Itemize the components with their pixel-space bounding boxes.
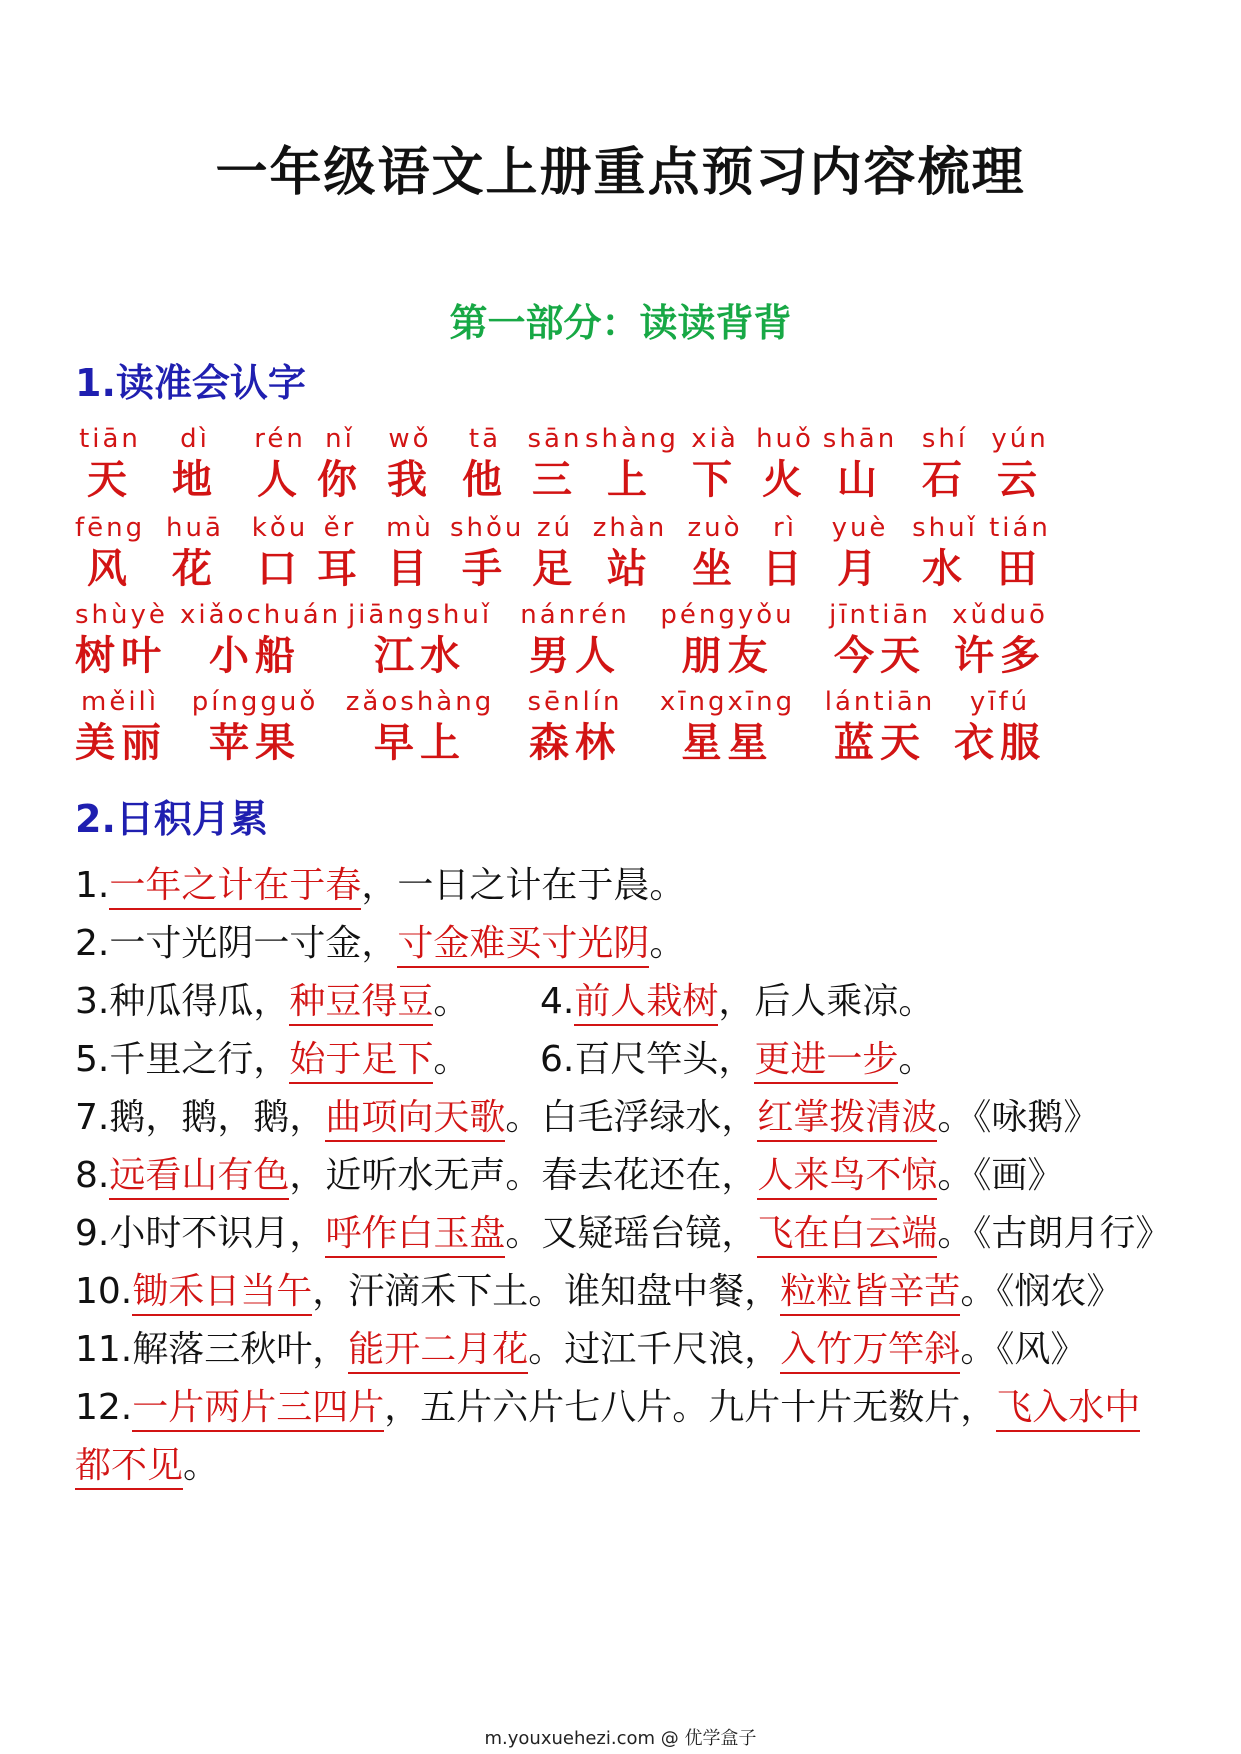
line-text: ，五片六片七八片。九片十片无数片， [384, 1387, 997, 1428]
char-item [375, 424, 445, 506]
pinyin: lántiān [824, 687, 936, 717]
hanzi: 他 [462, 457, 508, 503]
hanzi: 星星 [681, 720, 774, 766]
char-item [450, 424, 520, 506]
hanzi: 森林 [529, 720, 621, 766]
hanzi: 口 [257, 546, 303, 592]
char-item [75, 687, 165, 769]
line-text: 。白毛浮绿水， [505, 1097, 758, 1138]
char-item [940, 600, 1060, 682]
pinyin: fēng [75, 513, 146, 543]
poem-line [540, 978, 934, 1026]
char-row [75, 513, 1175, 603]
pinyin: tián [989, 513, 1051, 543]
line-text: 。又疑瑶台镜， [505, 1213, 758, 1254]
char-item [520, 513, 590, 595]
hanzi: 风 [87, 546, 133, 592]
pinyin: shǒu [450, 513, 525, 543]
char-item [750, 513, 820, 595]
char-item [160, 513, 230, 595]
highlight-text: 都不见 [75, 1445, 183, 1490]
char-item [515, 600, 635, 682]
char-row [75, 687, 1175, 777]
line-text: 。 [649, 923, 686, 964]
hanzi: 月 [837, 546, 883, 592]
highlight-text: 远看山有色 [109, 1155, 289, 1200]
line-text: 。《风》 [960, 1329, 1087, 1370]
char-item [680, 513, 750, 595]
char-item [750, 424, 820, 506]
pinyin: sān [527, 424, 583, 454]
pinyin: xià [691, 424, 739, 454]
pinyin: shùyè [75, 600, 168, 630]
highlight-text: 人来鸟不惊 [757, 1155, 937, 1200]
hanzi: 美丽 [75, 720, 167, 766]
poem-line [75, 1210, 1171, 1258]
hanzi: 蓝天 [834, 720, 926, 766]
hanzi: 许多 [954, 633, 1046, 679]
highlight-text: 前人栽树 [574, 981, 718, 1026]
hanzi: 人 [257, 457, 303, 503]
poem-line [75, 978, 469, 1026]
hanzi: 手 [462, 546, 508, 592]
pinyin: xiǎochuán [180, 600, 342, 630]
char-item [245, 424, 315, 506]
pinyin: zǎoshàng [345, 687, 495, 717]
line-text: 4. [540, 981, 575, 1022]
highlight-text: 粒粒皆辛苦 [780, 1271, 960, 1316]
highlight-text: 锄禾日当午 [132, 1271, 312, 1316]
pinyin: měilì [81, 687, 159, 717]
hanzi: 小船 [209, 633, 301, 679]
pinyin: ěr [323, 513, 357, 543]
line-text: ，一日之计在于晨。 [361, 865, 686, 906]
hanzi: 坐 [692, 546, 738, 592]
line-text: ，汗滴禾下土。谁知盘中餐， [312, 1271, 781, 1312]
pinyin: shuǐ [912, 513, 978, 543]
hanzi: 上 [607, 457, 653, 503]
char-item [680, 424, 750, 506]
highlight-text: 寸金难买寸光阴 [397, 923, 649, 968]
char-item [820, 513, 900, 595]
pinyin: shí [921, 424, 969, 454]
line-text: ，后人乘凉。 [718, 981, 935, 1022]
char-item [985, 424, 1055, 506]
hanzi: 天 [87, 457, 133, 503]
highlight-text: 飞在白云端 [757, 1213, 937, 1258]
line-text: 9.小时不识月， [75, 1213, 326, 1254]
hanzi: 三 [532, 457, 578, 503]
poem-line [75, 1442, 219, 1490]
hanzi: 日 [762, 546, 808, 592]
pinyin: huā [166, 513, 224, 543]
hanzi: 树叶 [75, 633, 167, 679]
hanzi: 水 [922, 546, 968, 592]
pinyin: rén [254, 424, 306, 454]
char-item [940, 687, 1060, 769]
pinyin: xīngxīng [659, 687, 796, 717]
line-text: 。《古朗月行》 [937, 1213, 1172, 1254]
char-item [245, 513, 315, 595]
char-item [75, 424, 145, 506]
line-text: 3.种瓜得瓜， [75, 981, 290, 1022]
char-item [585, 513, 675, 595]
hanzi: 足 [532, 546, 578, 592]
poem-line [75, 1094, 1099, 1142]
pinyin: nánrén [520, 600, 630, 630]
hanzi: 火 [762, 457, 808, 503]
highlight-text: 红掌拨清波 [757, 1097, 937, 1142]
pinyin: jiāngshuǐ [347, 600, 493, 630]
hanzi: 衣服 [954, 720, 1046, 766]
poem-line [75, 1326, 1086, 1374]
char-item [910, 424, 980, 506]
highlight-text: 入竹万竿斜 [780, 1329, 960, 1374]
line-text: 。 [433, 981, 470, 1022]
pinyin: huǒ [756, 424, 814, 454]
char-item [585, 424, 679, 506]
section-title-chars: 1.读准会认字 [75, 361, 306, 405]
pinyin: shān [822, 424, 898, 454]
line-text: 7.鹅，鹅，鹅， [75, 1097, 326, 1138]
char-item [345, 600, 495, 682]
pinyin: tiān [79, 424, 141, 454]
hanzi: 花 [172, 546, 218, 592]
pinyin: zhàn [592, 513, 668, 543]
char-item [180, 600, 342, 682]
line-text: 。 [183, 1445, 220, 1486]
line-text: 12. [75, 1387, 133, 1428]
hanzi: 早上 [374, 720, 466, 766]
line-text: 5.千里之行， [75, 1039, 290, 1080]
hanzi: 地 [172, 457, 218, 503]
highlight-text: 曲项向天歌 [325, 1097, 505, 1142]
highlight-text: 一片两片三四片 [132, 1387, 384, 1432]
char-item [820, 424, 900, 506]
pinyin: shàng [585, 424, 679, 454]
highlight-text: 种豆得豆 [289, 981, 433, 1026]
char-item [160, 424, 230, 506]
pinyin: tā [468, 424, 502, 454]
poem-line [75, 1268, 1122, 1316]
line-text: 8. [75, 1155, 110, 1196]
section-title-accumulate: 2.日积月累 [75, 797, 268, 841]
highlight-text: 能开二月花 [348, 1329, 528, 1374]
pinyin: wǒ [388, 424, 432, 454]
poem-line [75, 920, 685, 968]
char-item [520, 424, 590, 506]
hanzi: 田 [997, 546, 1043, 592]
char-item [985, 513, 1055, 595]
highlight-text: 飞入水中 [996, 1387, 1140, 1432]
pinyin: jīntiān [829, 600, 931, 630]
line-text: ，近听水无声。春去花还在， [289, 1155, 758, 1196]
hanzi: 下 [692, 457, 738, 503]
pinyin: péngyǒu [660, 600, 795, 630]
pinyin: píngguǒ [191, 687, 319, 717]
line-text: 1. [75, 865, 110, 906]
hanzi: 江水 [374, 633, 466, 679]
line-text: 2.一寸光阴一寸金， [75, 923, 398, 964]
highlight-text: 呼作白玉盘 [325, 1213, 505, 1258]
hanzi: 苹果 [209, 720, 301, 766]
char-item [345, 687, 495, 769]
hanzi: 你 [317, 457, 363, 503]
char-item [820, 600, 940, 682]
pinyin: zú [536, 513, 574, 543]
char-item [650, 687, 805, 769]
hanzi: 目 [387, 546, 433, 592]
pinyin: mù [386, 513, 434, 543]
hanzi: 男人 [529, 633, 621, 679]
pinyin: kǒu [251, 513, 309, 543]
char-row [75, 600, 1175, 690]
line-text: 。《悯农》 [960, 1271, 1123, 1312]
poem-line [75, 1036, 469, 1084]
pinyin: yuè [831, 513, 889, 543]
line-text: 。过江千尺浪， [528, 1329, 781, 1370]
char-item [310, 424, 370, 506]
footer-watermark: m.youxuehezi.com @ 优学盒子 [484, 1728, 757, 1749]
char-item [180, 687, 330, 769]
pinyin: dì [180, 424, 210, 454]
poem-line [540, 1036, 934, 1084]
hanzi: 耳 [317, 546, 363, 592]
line-text: 。 [433, 1039, 470, 1080]
line-text: 。《画》 [937, 1155, 1064, 1196]
line-text: 11.解落三秋叶， [75, 1329, 349, 1370]
highlight-text: 始于足下 [289, 1039, 433, 1084]
hanzi: 今天 [834, 633, 926, 679]
pinyin: nǐ [325, 424, 355, 454]
highlight-text: 一年之计在于春 [109, 865, 361, 910]
hanzi: 站 [607, 546, 653, 592]
char-item [910, 513, 980, 595]
char-item [450, 513, 525, 595]
pinyin: rì [773, 513, 797, 543]
pinyin: yīfú [969, 687, 1031, 717]
char-item [75, 513, 145, 595]
poem-line [75, 862, 685, 910]
pinyin: xǔduō [952, 600, 1048, 630]
char-item [75, 600, 168, 682]
line-text: 。《咏鹅》 [937, 1097, 1100, 1138]
hanzi: 石 [922, 457, 968, 503]
char-item [650, 600, 805, 682]
char-item [515, 687, 635, 769]
char-item [375, 513, 445, 595]
poem-line [75, 1152, 1063, 1200]
pinyin: sēnlín [527, 687, 623, 717]
char-item [310, 513, 370, 595]
hanzi: 朋友 [681, 633, 774, 679]
page-title: 一年级语文上册重点预习内容梳理 [215, 143, 1026, 203]
poem-line [75, 1384, 1140, 1432]
char-row [75, 424, 1175, 514]
char-item [820, 687, 940, 769]
hanzi: 山 [837, 457, 883, 503]
pinyin: zuò [687, 513, 743, 543]
highlight-text: 更进一步 [754, 1039, 898, 1084]
hanzi: 我 [387, 457, 433, 503]
part-title: 第一部分：读读背背 [449, 301, 792, 345]
line-text: 。 [898, 1039, 935, 1080]
hanzi: 云 [997, 457, 1043, 503]
line-text: 10. [75, 1271, 133, 1312]
line-text: 6.百尺竿头， [540, 1039, 755, 1080]
pinyin: yún [991, 424, 1049, 454]
